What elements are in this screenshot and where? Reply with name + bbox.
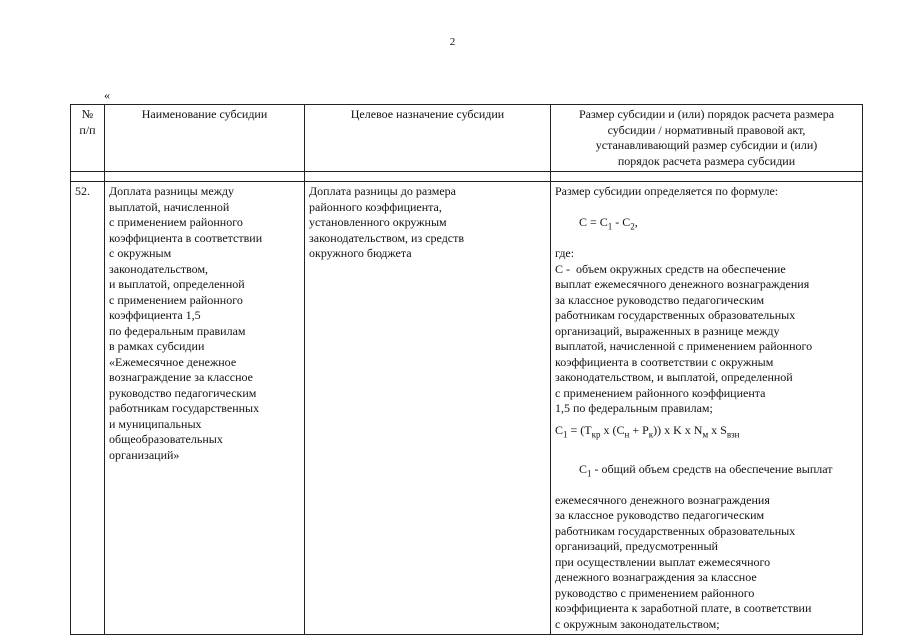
header-size-line: субсидии / нормативный правовой акт, [607,122,806,137]
text-line: законодательством, [109,261,209,276]
text-line: 1,5 по федеральным правилам; [555,401,713,415]
text-line: и муниципальных [109,416,202,431]
text-line: денежного вознаграждения за классное [555,570,757,584]
text-line: за классное руководство педагогическим [555,508,765,522]
text-line: руководство педагогическим [109,385,257,400]
header-purpose-text: Целевое назначение субсидии [350,107,505,121]
formula-part: C [579,461,588,476]
gap-cell [551,172,863,182]
text-line: общеобразовательных [109,432,223,446]
row-purpose [305,182,551,635]
table-row [71,182,863,635]
table-gap-row [71,172,863,182]
formula-c1 [555,423,858,439]
formula-sub: 1 [607,221,613,232]
gap-cell [305,172,551,182]
text-line: законодательством, и выплатой, определенной [555,370,793,384]
text-line: выплатой, начисленной [109,199,230,214]
text-line: руководство с применением районного [555,585,755,600]
text-line: законодательством, из средств [309,230,465,245]
text-line: организаций, предусмотренный [555,539,718,553]
text-line: коэффициента к заработной плате, в соответствии [555,601,812,615]
text-line: с окружным [109,246,172,260]
text-line: при осуществлении выплат ежемесячного [555,554,771,569]
text-line: Размер субсидии определяется по формуле: [555,184,779,198]
formula-sub: 1 [563,428,568,439]
formula-part: C [555,422,564,437]
row-size [551,182,863,635]
formula-part: , [634,215,638,229]
opening-quote-mark: « [104,88,110,102]
formula-sub: 1 [587,467,592,478]
formula-sub: н [624,428,630,439]
text-line: с применением районного [109,292,243,307]
formula-sub: м [702,428,709,439]
formula-sub: к [648,428,654,439]
text-line: коэффициента в соответствии с окружным [555,354,774,369]
table-header-row [71,105,863,172]
c1-definition-first-line [555,446,858,493]
page-number: 2 [449,36,456,48]
text-line: и выплатой, определенной [109,277,245,291]
text-line: Доплата разницы до размера [309,184,456,198]
header-size-line: устанавливающий размер субсидии и (или) [595,138,818,152]
formula-c [555,200,858,247]
text-line: коэффициента в соответствии [109,230,263,245]
formula-sub: 2 [630,221,635,232]
text-line: организаций» [109,447,180,462]
header-number-line: п/п [79,122,96,137]
text-line: где: [555,246,575,260]
header-number-line: № [81,107,94,121]
header-subsidy-name [105,105,305,172]
header-size-line: Размер субсидии и (или) порядок расчета размера [578,107,835,121]
text-line: с применением районного [109,215,243,229]
text-line: Доплата разницы между [109,184,235,198]
formula-part: + P [629,422,649,437]
formula-part: x (C [600,422,625,437]
text-line: с окружным законодательством; [555,616,720,631]
text-line: за классное руководство педагогическим [555,292,765,307]
text-line: с применением районного коэффициента [555,385,766,400]
header-number [71,105,105,172]
formula-part: x S [708,422,727,437]
text-line: по федеральным правилам [109,323,246,338]
text-line: С - объем окружных средств на обеспечение [555,261,786,276]
text-line: вознаграждение за классное [109,370,253,384]
formula-part: C = C [579,215,608,229]
text-line: районного коэффициента, [309,199,442,214]
size-definitions [555,246,858,417]
formula-part: - C [612,215,631,229]
formula-sub: взн [726,428,740,439]
text-line: ежемесячного денежного вознаграждения [555,492,770,507]
text-line: работникам государственных образовательных [555,523,796,538]
text-line: коэффициента 1,5 [109,308,201,322]
size-intro [555,184,858,200]
formula-part: - общий объем средств на обеспечение выплат [591,461,833,476]
header-size-line: порядок расчета размера субсидии [617,153,796,168]
text-line: выплат ежемесячного денежного вознаграждения [555,277,810,291]
subsidy-table [70,104,863,635]
header-size [551,105,863,172]
text-line: выплатой, начисленной с применением районного [555,339,813,353]
gap-cell [105,172,305,182]
text-line: работникам государственных [109,401,260,415]
formula-part: )) x K x N [653,422,703,437]
gap-cell [71,172,105,182]
header-subsidy-name-text: Наименование субсидии [141,107,268,121]
text-line: установленного окружным [309,215,447,229]
text-line: организаций, выраженных в разнице между [555,323,780,338]
header-purpose [305,105,551,172]
c1-definition [555,493,858,633]
formula-sub: кр [591,428,601,439]
text-line: «Ежемесячное денежное [109,354,237,369]
text-line: работникам государственных образовательных [555,308,796,322]
row-subsidy-name [105,182,305,635]
row-number: 52. [71,182,105,635]
formula-part: = (T [567,422,592,437]
text-line: в рамках субсидии [109,339,205,353]
text-line: окружного бюджета [309,246,412,260]
